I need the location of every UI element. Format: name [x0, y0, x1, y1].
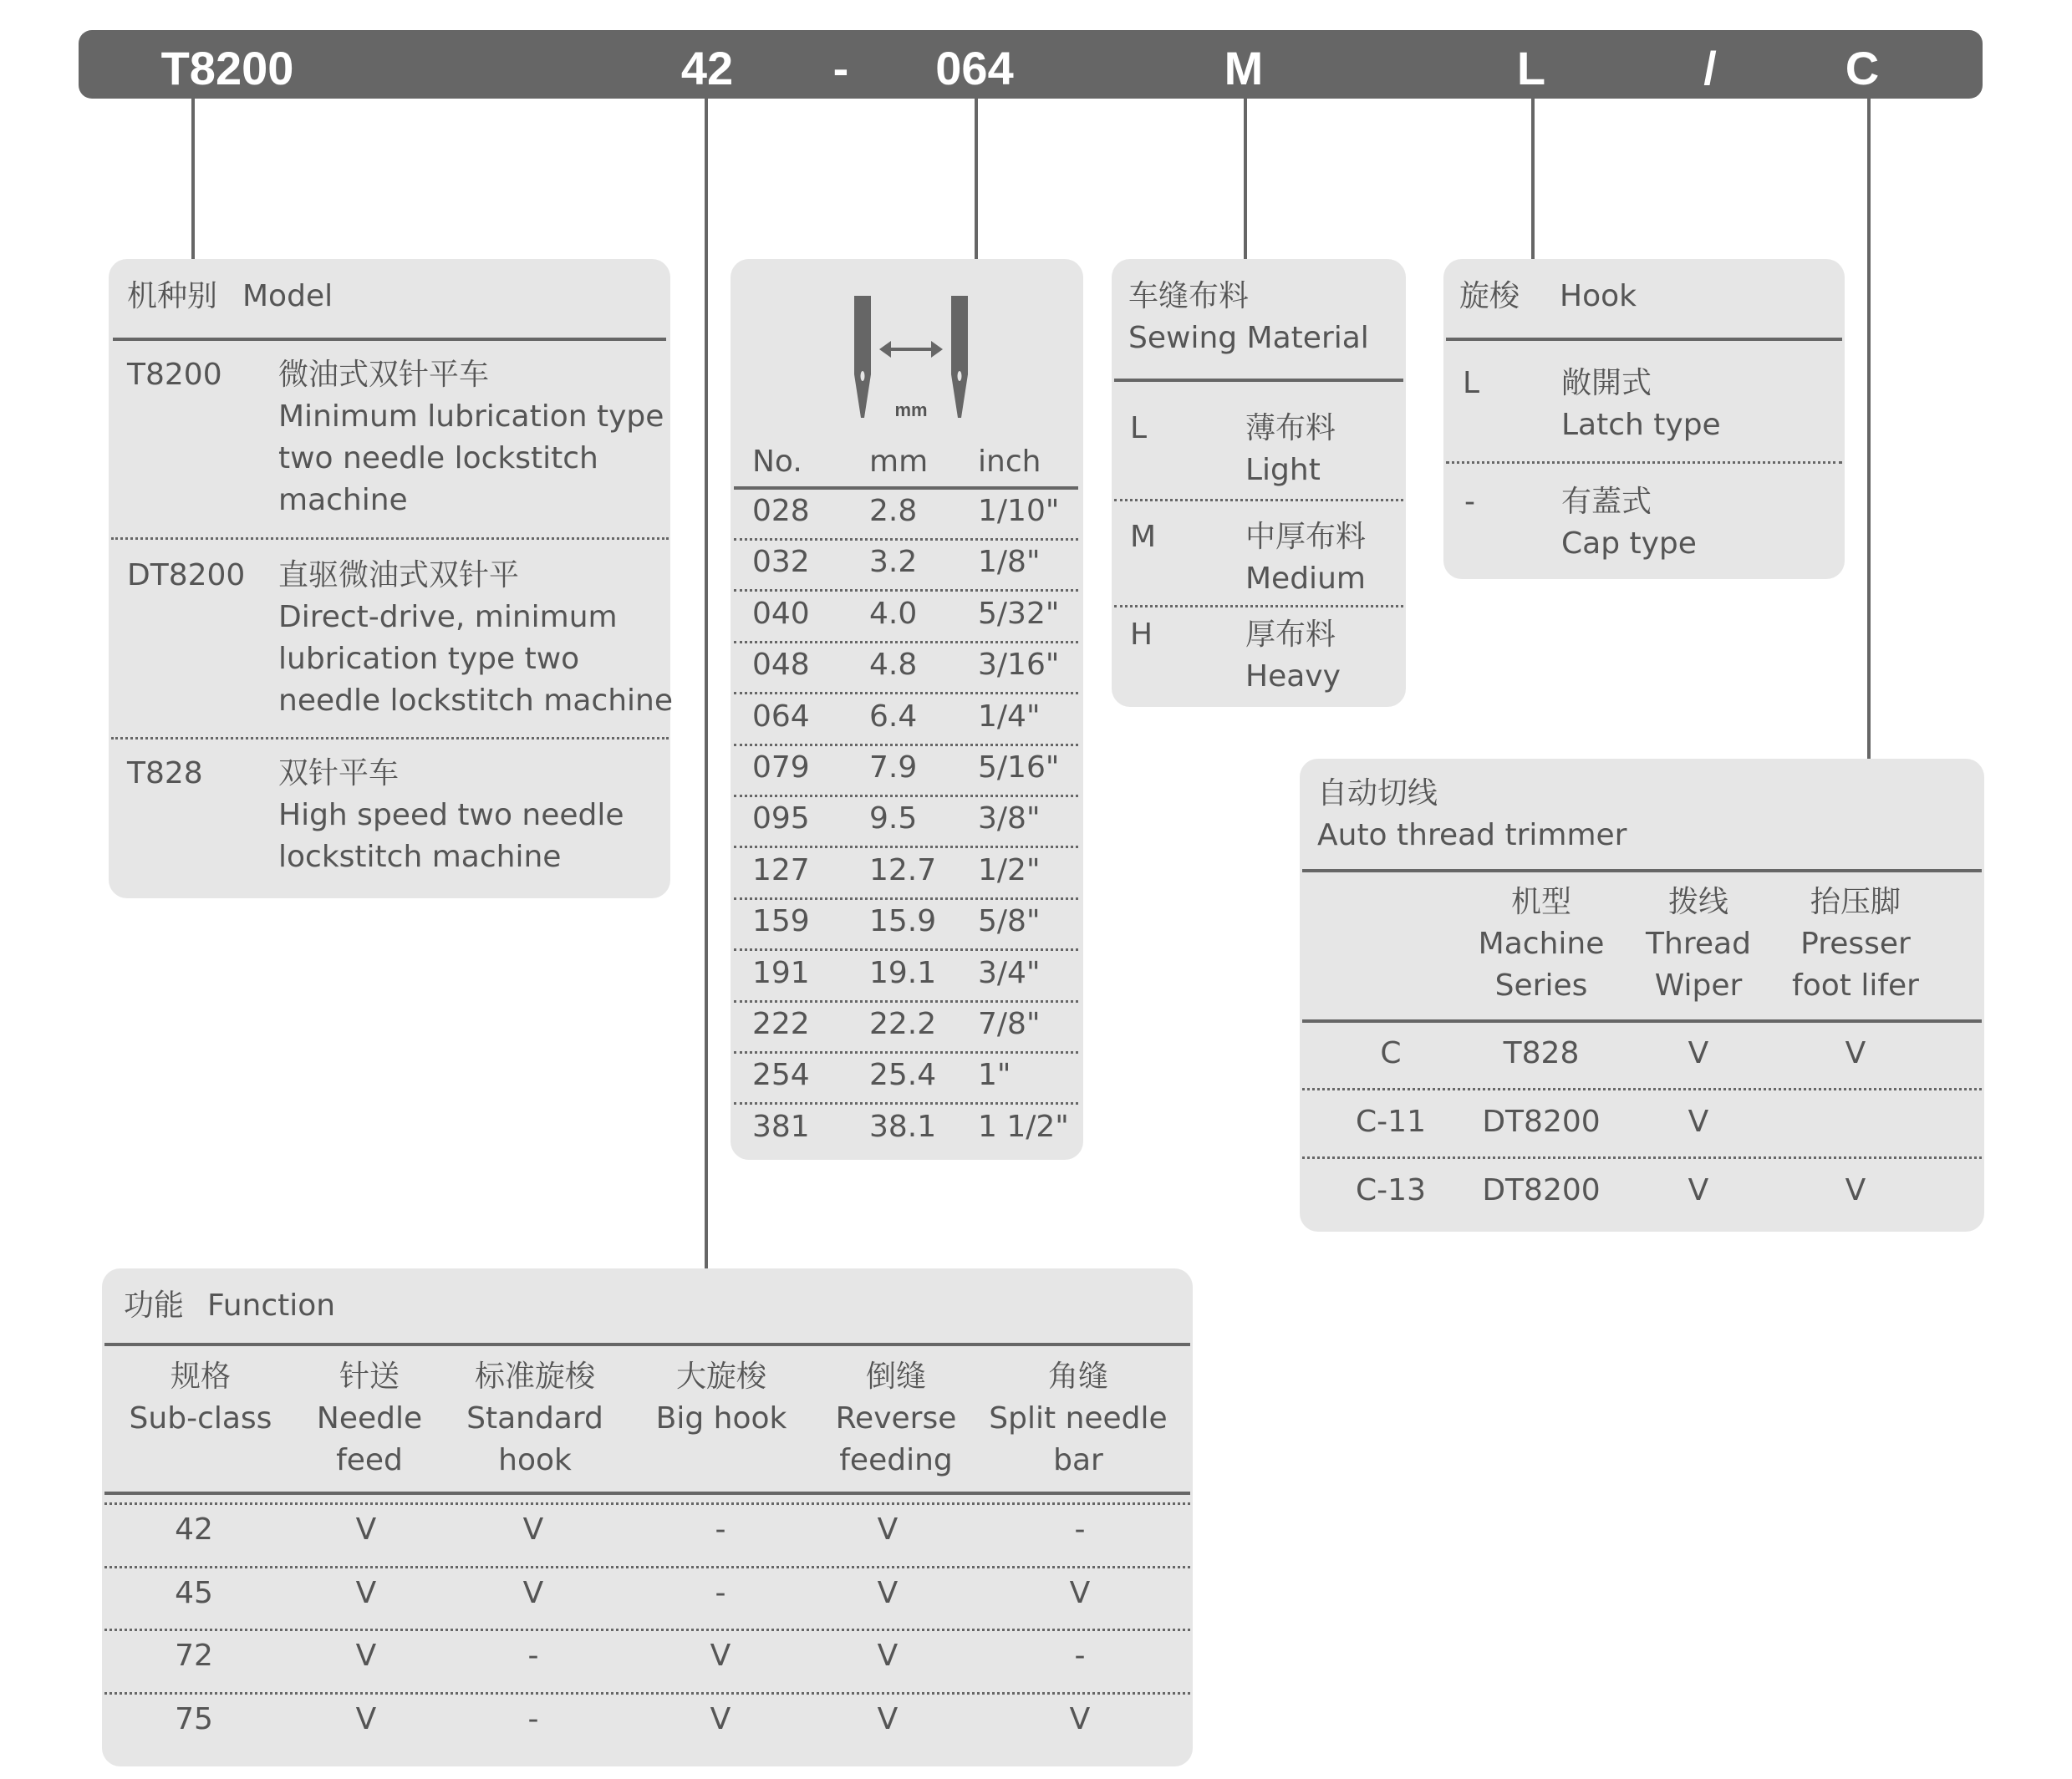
gauge-mm: 4.8 — [869, 648, 918, 683]
material-en: Medium — [1245, 562, 1366, 596]
trimmer-header-divider — [1302, 1019, 1982, 1023]
function-subclass: 72 — [175, 1639, 213, 1673]
row-divider — [1114, 605, 1403, 607]
function-header-en: feeding — [839, 1443, 953, 1477]
trimmer-header-en: Thread — [1646, 927, 1751, 961]
material-cn: 中厚布料 — [1245, 520, 1367, 554]
gauge-no: 191 — [752, 955, 810, 990]
function-title-divider — [104, 1343, 1190, 1346]
function-cell: - — [1074, 1512, 1086, 1547]
function-header-en: bar — [1053, 1443, 1103, 1477]
function-subclass: 45 — [175, 1575, 213, 1610]
function-cell: - — [715, 1512, 726, 1547]
trimmer-machine-series: DT8200 — [1482, 1173, 1601, 1207]
function-header-cn: 标准旋梭 — [474, 1360, 596, 1394]
model-title-divider — [113, 338, 666, 341]
gauge-no: 381 — [752, 1109, 810, 1144]
row-divider — [734, 795, 1078, 797]
function-header-en: Reverse — [835, 1401, 957, 1436]
gauge-mm: 3.2 — [869, 545, 918, 580]
gauge-inch: 3/8" — [978, 801, 1041, 836]
row-divider — [734, 1051, 1078, 1054]
material-title-en: Sewing Material — [1128, 321, 1369, 355]
gauge-no: 028 — [752, 494, 810, 528]
row-divider — [734, 538, 1078, 541]
trimmer-code: C-13 — [1356, 1173, 1426, 1207]
row-divider — [104, 1566, 1190, 1568]
trimmer-title-divider — [1302, 869, 1982, 872]
gauge-no: 095 — [752, 801, 810, 836]
gauge-unit-label: mm — [894, 399, 928, 420]
gauge-mm: 19.1 — [869, 955, 937, 990]
material-code: H — [1130, 618, 1153, 652]
trimmer-thread-wiper: V — [1688, 1105, 1709, 1139]
hook-title-divider — [1446, 338, 1842, 341]
trimmer-header-cn: 拨线 — [1667, 885, 1729, 919]
gauge-mm: 15.9 — [869, 904, 937, 939]
function-header-en: Standard — [466, 1401, 603, 1436]
row-divider — [104, 1692, 1190, 1695]
row-divider — [111, 537, 669, 540]
material-cn: 厚布料 — [1245, 618, 1336, 652]
row-divider — [734, 897, 1078, 900]
code-material: M — [1224, 42, 1264, 94]
code-hook: L — [1516, 42, 1546, 94]
function-header-en: Big hook — [655, 1401, 787, 1436]
gauge-no: 159 — [752, 904, 810, 939]
model-code: DT8200 — [127, 558, 246, 592]
model-desc-en: machine — [278, 483, 408, 517]
hook-cn: 敞開式 — [1561, 366, 1652, 400]
hook-title-en: Hook — [1560, 279, 1637, 313]
function-subclass: 75 — [175, 1701, 213, 1736]
gauge-inch: 7/8" — [978, 1007, 1041, 1041]
hook-code: L — [1463, 366, 1480, 400]
material-en: Light — [1245, 453, 1321, 487]
function-cell: V — [355, 1512, 377, 1547]
model-code: T8200 — [127, 358, 222, 392]
function-header-cn: 规格 — [170, 1360, 232, 1394]
gauge-mm: 4.0 — [869, 596, 918, 631]
code-function: 42 — [680, 42, 734, 94]
trimmer-machine-series: T828 — [1503, 1036, 1580, 1070]
gauge-no: 064 — [752, 699, 810, 734]
material-en: Heavy — [1245, 659, 1341, 694]
gauge-no: 079 — [752, 750, 810, 785]
gauge-inch: 1/4" — [978, 699, 1041, 734]
function-cell: - — [527, 1701, 539, 1736]
function-header-cn: 角缝 — [1047, 1360, 1109, 1394]
trimmer-header-en: foot lifer — [1792, 968, 1919, 1003]
function-header-en: feed — [336, 1443, 403, 1477]
gauge-inch: 1/10" — [978, 494, 1060, 528]
function-cell: V — [522, 1512, 544, 1547]
trimmer-thread-wiper: V — [1688, 1173, 1709, 1207]
model-desc-en: lubrication type two — [278, 642, 580, 676]
gauge-mm: 22.2 — [869, 1007, 937, 1041]
gauge-inch: 5/32" — [978, 596, 1060, 631]
model-desc-en: High speed two needle — [278, 798, 624, 832]
gauge-no: 040 — [752, 596, 810, 631]
function-cell: V — [710, 1639, 731, 1673]
trimmer-title-cn: 自动切线 — [1317, 776, 1438, 811]
model-code: T828 — [127, 756, 203, 790]
gauge-no: 032 — [752, 545, 810, 580]
function-cell: V — [877, 1639, 899, 1673]
model-desc-en: needle lockstitch machine — [278, 684, 673, 718]
row-divider — [1302, 1088, 1982, 1090]
function-header-divider — [104, 1492, 1190, 1495]
model-title-en: Model — [242, 279, 333, 313]
gauge-inch: 3/4" — [978, 955, 1041, 990]
material-code: L — [1130, 411, 1148, 445]
row-divider — [734, 641, 1078, 643]
material-code: M — [1130, 520, 1157, 554]
model-desc-cn: 直驱微油式双针平 — [278, 558, 520, 592]
gauge-inch: 1 1/2" — [978, 1109, 1069, 1144]
gauge-inch: 1/8" — [978, 545, 1041, 580]
model-desc-en: two needle lockstitch — [278, 441, 598, 475]
trimmer-header-en: Wiper — [1654, 968, 1743, 1003]
function-subclass: 42 — [175, 1512, 213, 1547]
gauge-inch: 1" — [978, 1058, 1011, 1093]
function-header-cn: 针送 — [339, 1360, 400, 1394]
function-header-en: Sub-class — [129, 1401, 272, 1436]
gauge-mm: 9.5 — [869, 801, 918, 836]
function-header-cn: 大旋梭 — [675, 1360, 767, 1394]
code-model: T8200 — [160, 42, 294, 94]
gauge-mm: 25.4 — [869, 1058, 937, 1093]
function-cell: V — [355, 1701, 377, 1736]
function-cell: V — [1069, 1575, 1091, 1610]
gauge-no: 127 — [752, 852, 810, 887]
trimmer-code: C-11 — [1356, 1105, 1426, 1139]
hook-en: Cap type — [1561, 526, 1697, 561]
hook-en: Latch type — [1561, 408, 1721, 442]
function-cell: V — [522, 1575, 544, 1610]
function-cell: V — [877, 1575, 899, 1610]
gauge-header-mm: mm — [869, 445, 929, 479]
gauge-mm: 7.9 — [869, 750, 918, 785]
function-header-en: Split needle — [989, 1401, 1168, 1436]
model-code-bar — [79, 30, 1983, 99]
gauge-header-inch: inch — [978, 445, 1041, 479]
model-desc-cn: 微油式双针平车 — [278, 358, 490, 392]
row-divider — [104, 1629, 1190, 1631]
model-desc-cn: 双针平车 — [278, 756, 400, 790]
gauge-no: 048 — [752, 648, 810, 683]
row-divider — [734, 692, 1078, 694]
function-cell: V — [1069, 1701, 1091, 1736]
function-title-en: Function — [207, 1289, 336, 1323]
row-divider — [734, 589, 1078, 592]
trimmer-header-cn: 抬压脚 — [1810, 885, 1901, 919]
material-title-cn: 车缝布料 — [1128, 279, 1250, 313]
function-header-en: Needle — [316, 1401, 423, 1436]
trimmer-thread-wiper: V — [1688, 1036, 1709, 1070]
gauge-inch: 3/16" — [978, 648, 1060, 683]
trimmer-title-en: Auto thread trimmer — [1317, 818, 1627, 852]
row-divider — [734, 948, 1078, 951]
code-trimmer: C — [1845, 42, 1880, 94]
trimmer-header-en: Machine — [1478, 927, 1605, 961]
row-divider — [734, 846, 1078, 848]
trimmer-code: C — [1380, 1036, 1402, 1070]
gauge-inch: 5/8" — [978, 904, 1041, 939]
code-gauge: 064 — [935, 42, 1014, 94]
model-desc-en: Minimum lubrication type — [278, 399, 664, 434]
function-cell: - — [527, 1639, 539, 1673]
trimmer-presser-foot-lifter: V — [1845, 1036, 1866, 1070]
trimmer-header-en: Series — [1494, 968, 1588, 1003]
gauge-no: 222 — [752, 1007, 810, 1041]
hook-cn: 有蓋式 — [1561, 485, 1652, 519]
hook-title-cn: 旋梭 — [1459, 279, 1520, 313]
gauge-mm: 12.7 — [869, 852, 937, 887]
row-divider — [1302, 1156, 1982, 1159]
row-divider — [734, 744, 1078, 746]
trimmer-machine-series: DT8200 — [1482, 1105, 1601, 1139]
code-slash: / — [1703, 42, 1717, 94]
model-title-cn: 机种别 — [127, 279, 218, 313]
gauge-inch: 5/16" — [978, 750, 1060, 785]
function-title-cn: 功能 — [124, 1289, 185, 1323]
function-cell: V — [877, 1512, 899, 1547]
gauge-mm: 2.8 — [869, 494, 918, 528]
function-cell: V — [355, 1639, 377, 1673]
function-cell: V — [710, 1701, 731, 1736]
function-header-en: hook — [498, 1443, 572, 1477]
gauge-header-no: No. — [752, 445, 802, 479]
function-cell: - — [1074, 1639, 1086, 1673]
row-divider — [1446, 461, 1842, 464]
function-cell: V — [355, 1575, 377, 1610]
hook-code: - — [1464, 485, 1475, 519]
code-dash: - — [832, 42, 849, 94]
row-divider — [734, 1102, 1078, 1105]
row-divider — [1114, 499, 1403, 501]
gauge-no: 254 — [752, 1058, 810, 1093]
gauge-mm: 38.1 — [869, 1109, 937, 1144]
model-desc-en: Direct-drive, minimum — [278, 600, 618, 634]
row-divider — [111, 737, 669, 740]
gauge-mm: 6.4 — [869, 699, 918, 734]
gauge-inch: 1/2" — [978, 852, 1041, 887]
function-cell: - — [715, 1575, 726, 1610]
trimmer-header-en: Presser — [1800, 927, 1911, 961]
function-cell: V — [877, 1701, 899, 1736]
model-desc-en: lockstitch machine — [278, 840, 562, 874]
material-title-divider — [1114, 379, 1403, 382]
trimmer-presser-foot-lifter: V — [1845, 1173, 1866, 1207]
material-cn: 薄布料 — [1245, 411, 1336, 445]
row-divider — [734, 1000, 1078, 1003]
function-header-cn: 倒缝 — [865, 1360, 927, 1394]
row-divider — [104, 1502, 1190, 1505]
gauge-header-divider — [734, 486, 1078, 490]
trimmer-header-cn: 机型 — [1510, 885, 1572, 919]
